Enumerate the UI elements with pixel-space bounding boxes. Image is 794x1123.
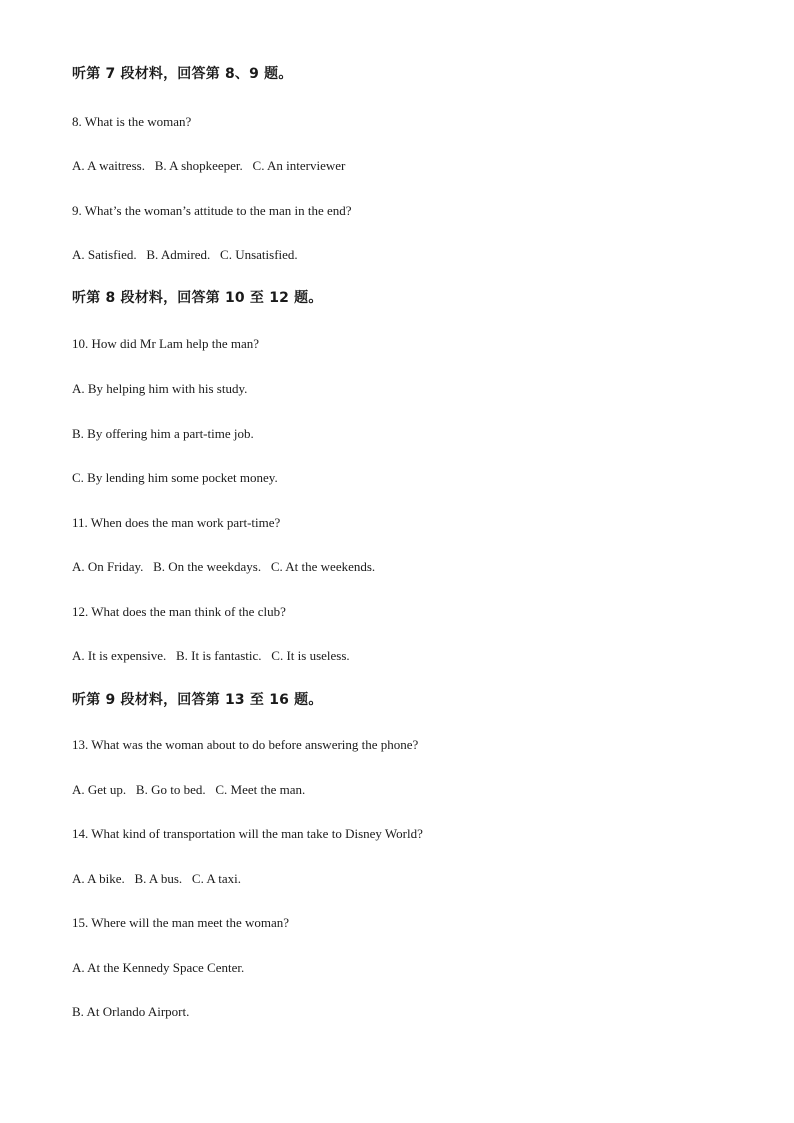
question-12-options: A. It is expensive. B. It is fantastic. C. It is useless.	[72, 648, 350, 663]
question-12-stem: 12. What does the man think of the club?	[72, 604, 286, 619]
question-10-option-c: C. By lending him some pocket money.	[72, 470, 278, 485]
question-15-option-a: A. At the Kennedy Space Center.	[72, 960, 245, 975]
section-heading-7: 听第 7 段材料，回答第 8、9 题。	[72, 66, 293, 82]
question-13-stem: 13. What was the woman about to do before answering the phone?	[72, 737, 419, 752]
question-10-option-a: A. By helping him with his study.	[72, 381, 248, 396]
question-10-option-b: B. By offering him a part-time job.	[72, 426, 254, 441]
question-11-stem: 11. When does the man work part-time?	[72, 515, 281, 530]
question-8-options: A. A waitress. B. A shopkeeper. C. An interviewer	[72, 158, 346, 173]
question-10-stem: 10. How did Mr Lam help the man?	[72, 336, 260, 351]
question-9-options: A. Satisfied. B. Admired. C. Unsatisfied.	[72, 247, 298, 262]
question-14-stem: 14. What kind of transportation will the man take to Disney World?	[72, 826, 423, 841]
question-9-stem: 9. What’s the woman’s attitude to the man in the end?	[72, 203, 352, 218]
question-14-options: A. A bike. B. A bus. C. A taxi.	[72, 871, 242, 886]
section-heading-9: 听第 9 段材料，回答第 13 至 16 题。	[72, 692, 323, 708]
question-13-options: A. Get up. B. Go to bed. C. Meet the man.	[72, 782, 306, 797]
section-heading-8: 听第 8 段材料，回答第 10 至 12 题。	[72, 290, 323, 306]
question-15-option-b: B. At Orlando Airport.	[72, 1004, 190, 1019]
question-8-stem: 8. What is the woman?	[72, 114, 192, 129]
question-11-options: A. On Friday. B. On the weekdays. C. At the weekends.	[72, 559, 376, 574]
question-15-stem: 15. Where will the man meet the woman?	[72, 915, 290, 930]
